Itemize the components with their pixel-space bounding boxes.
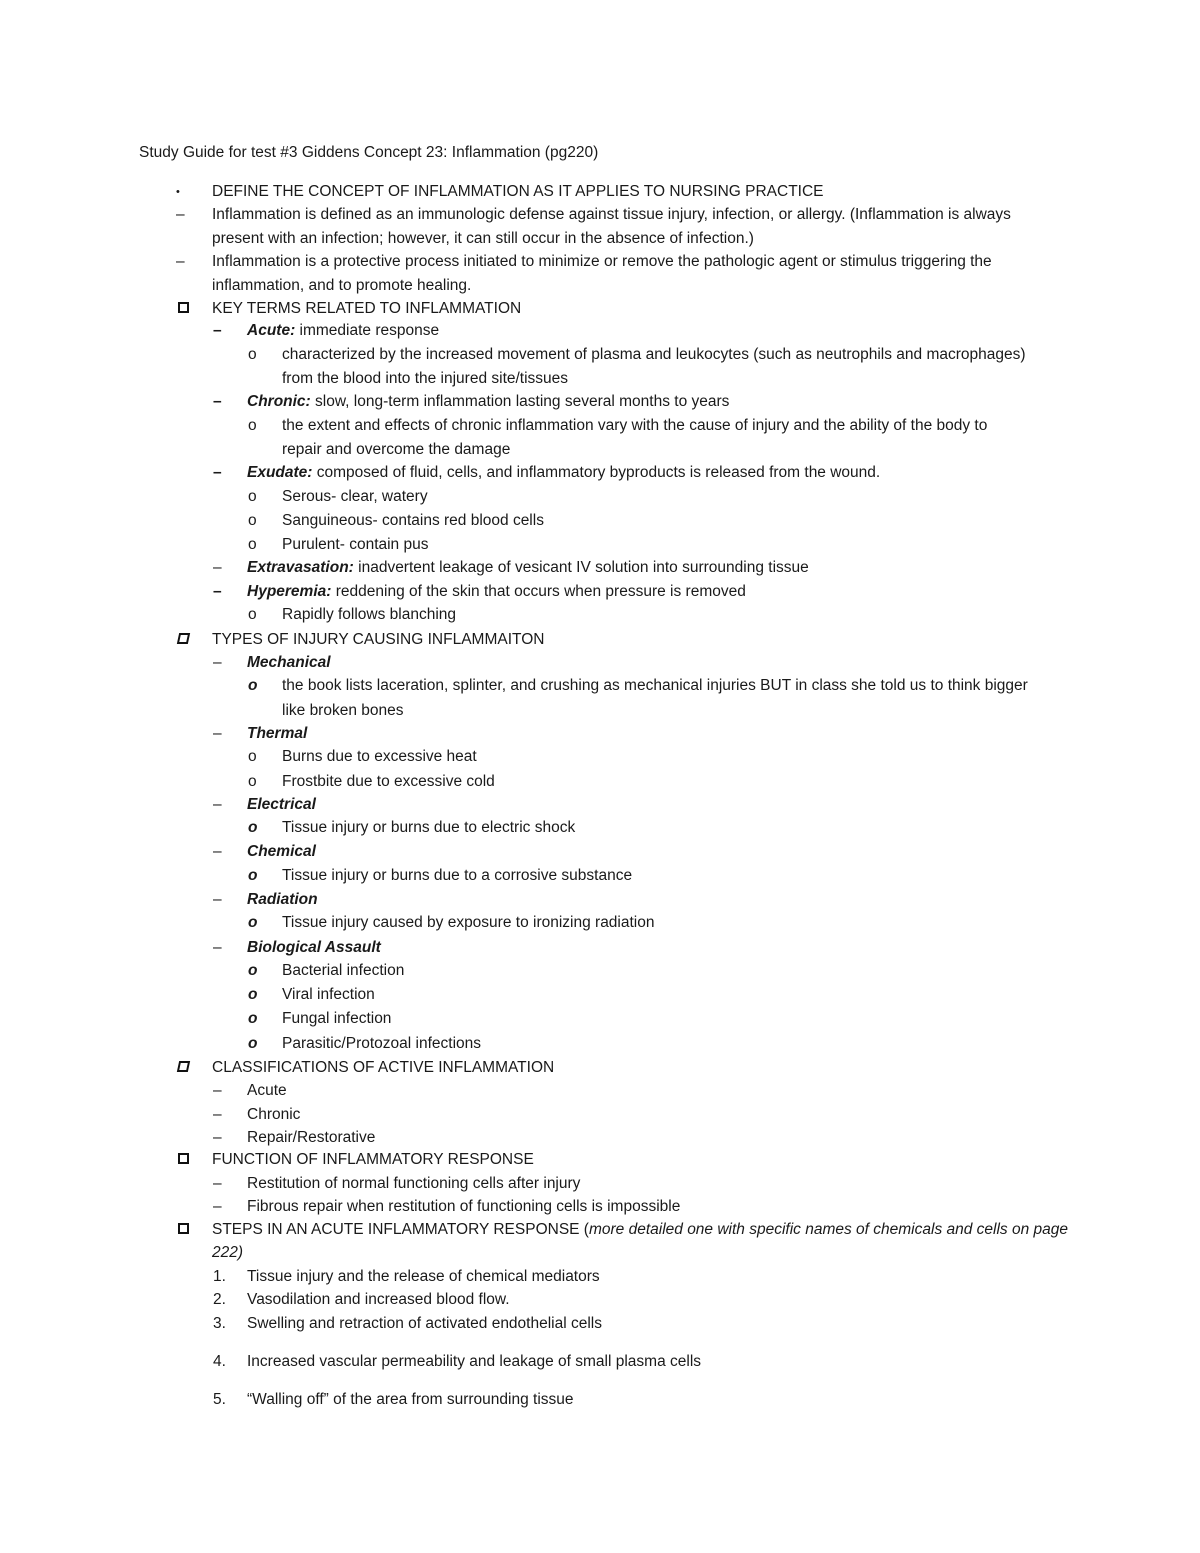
step-text: Swelling and retraction of activated endothelial cells [247,1315,602,1332]
circle-bullet-icon: o [248,1035,258,1052]
checkbox-icon [177,1061,190,1072]
circle-bullet-icon: o [248,1010,258,1027]
sub-item-text: characterized by the increased movement of plasma and leukocytes (such as neutrophils and macrophages) [282,346,1026,363]
sub-item-text: Tissue injury or burns due to electric shock [282,819,576,836]
term-label: Hyperemia: [247,583,332,600]
circle-bullet-icon: o [248,536,257,553]
dash-icon: – [213,796,222,813]
dash-icon: – [213,1082,222,1099]
list-item-text: Electrical [247,796,316,813]
sub-item-text: Tissue injury caused by exposure to ironizing radiation [282,914,655,931]
section-heading-note: 222) [212,1244,244,1261]
section-heading: TYPES OF INJURY CAUSING INFLAMMAITON [212,631,545,648]
dash-icon: – [213,464,222,481]
list-item-text [247,393,729,411]
dash-icon: – [213,1106,222,1123]
section-heading-note: more detailed one with specific names of chemicals and cells on page [588,1221,1069,1238]
dash-icon: – [213,393,222,410]
bullet-icon: • [176,186,180,198]
list-item-text [247,559,809,577]
step-text: Vasodilation and increased blood flow. [247,1291,510,1308]
sub-item-text: the extent and effects of chronic inflammation vary with the cause of injury and the ability of the body to [282,417,988,434]
list-item-text: Chemical [247,843,316,860]
term-definition: slow, long-term inflammation lasting several months to years [310,393,730,410]
circle-bullet-icon: o [248,417,257,434]
section-heading: CLASSIFICATIONS OF ACTIVE INFLAMMATION [212,1059,555,1076]
list-item-text: Repair/Restorative [247,1129,376,1146]
dash-icon: – [213,725,222,742]
sub-item-text: Parasitic/Protozoal infections [282,1035,482,1052]
dash-icon: – [213,843,222,860]
sub-item-text: from the blood into the injured site/tissues [282,370,569,387]
circle-bullet-icon: o [248,606,257,623]
list-item-text: Fibrous repair when restitution of functioning cells is impossible [247,1198,681,1215]
list-item-text: Restitution of normal functioning cells after injury [247,1175,581,1192]
sub-item-text: Fungal infection [282,1010,392,1027]
sub-item-text: Viral infection [282,986,375,1003]
sub-item-text: Sanguineous- contains red blood cells [282,512,544,529]
list-item-text: Biological Assault [247,939,381,956]
section-heading: DEFINE THE CONCEPT OF INFLAMMATION AS IT APPLIES TO NURSING PRACTICE [212,183,824,200]
step-number: 5. [213,1391,226,1408]
dash-icon: – [213,1198,222,1215]
sub-item-text: the book lists laceration, splinter, and crushing as mechanical injuries BUT in class she told us to think bigger [282,677,1028,694]
list-item-text: Mechanical [247,654,331,671]
sub-item-text: Purulent- contain pus [282,536,429,553]
dash-icon: – [213,1129,222,1146]
dash-icon: – [213,939,222,956]
checkbox-icon [178,1223,189,1234]
checkbox-icon [178,302,189,313]
dash-icon: – [213,1175,222,1192]
list-item-text [247,583,746,601]
circle-bullet-icon: o [248,914,258,931]
step-number: 3. [213,1315,226,1332]
sub-item-text: Tissue injury or burns due to a corrosive substance [282,867,633,884]
circle-bullet-icon: o [248,962,258,979]
checkbox-icon [178,1153,189,1164]
list-item-text: present with an infection; however, it can still occur in the absence of infection.) [212,230,754,247]
sub-item-text: Frostbite due to excessive cold [282,773,495,790]
circle-bullet-icon: o [248,512,257,529]
term-label: Exudate: [247,464,313,481]
sub-item-text: Burns due to excessive heat [282,748,477,765]
step-number: 2. [213,1291,226,1308]
dash-icon: – [213,654,222,671]
circle-bullet-icon: o [248,346,257,363]
circle-bullet-icon: o [248,867,258,884]
circle-bullet-icon: o [248,819,258,836]
term-definition: reddening of the skin that occurs when pressure is removed [331,583,746,600]
list-item-text: Inflammation is a protective process initiated to minimize or remove the pathologic agent or stimulus triggering the [212,253,992,270]
list-item-text: inflammation, and to promote healing. [212,277,472,294]
dash-icon: – [213,559,222,576]
dash-icon: – [176,206,185,223]
term-label: Acute: [247,322,296,339]
list-item-text: Radiation [247,891,318,908]
circle-bullet-icon: o [248,748,257,765]
term-definition: immediate response [295,322,440,339]
section-heading [212,1221,1068,1239]
page-title: Study Guide for test #3 Giddens Concept 23: Inflammation (pg220) [139,144,599,161]
term-label: Chronic: [247,393,311,410]
term-label: Extravasation: [247,559,354,576]
sub-item-text: Rapidly follows blanching [282,606,457,623]
list-item-text: Thermal [247,725,308,742]
section-heading-text: STEPS IN AN ACUTE INFLAMMATORY RESPONSE ( [212,1221,589,1238]
sub-item-text: Serous- clear, watery [282,488,428,505]
term-definition: inadvertent leakage of vesicant IV solution into surrounding tissue [353,559,809,576]
list-item-text: Inflammation is defined as an immunologic defense against tissue injury, infection, or allergy. (Inflammation is always [212,206,1011,223]
circle-bullet-icon: o [248,677,258,694]
circle-bullet-icon: o [248,773,257,790]
sub-item-text: like broken bones [282,702,404,719]
step-text: Increased vascular permeability and leakage of small plasma cells [247,1353,702,1370]
list-item-text [247,322,439,340]
section-heading: KEY TERMS RELATED TO INFLAMMATION [212,300,522,317]
circle-bullet-icon: o [248,488,257,505]
dash-icon: – [213,583,222,600]
list-item-text: Chronic [247,1106,301,1123]
term-definition: composed of fluid, cells, and inflammatory byproducts is released from the wound. [312,464,881,481]
step-text: “Walling off” of the area from surrounding tissue [247,1391,574,1408]
sub-item-text: Bacterial infection [282,962,405,979]
checkbox-icon [177,633,190,644]
sub-item-text: repair and overcome the damage [282,441,511,458]
section-heading: FUNCTION OF INFLAMMATORY RESPONSE [212,1151,534,1168]
step-number: 4. [213,1353,226,1370]
dash-icon: – [213,891,222,908]
step-text: Tissue injury and the release of chemical mediators [247,1268,600,1285]
circle-bullet-icon: o [248,986,258,1003]
dash-icon: – [176,253,185,270]
list-item-text [247,464,880,482]
list-item-text: Acute [247,1082,287,1099]
step-number: 1. [213,1268,226,1285]
dash-icon: – [213,322,222,339]
